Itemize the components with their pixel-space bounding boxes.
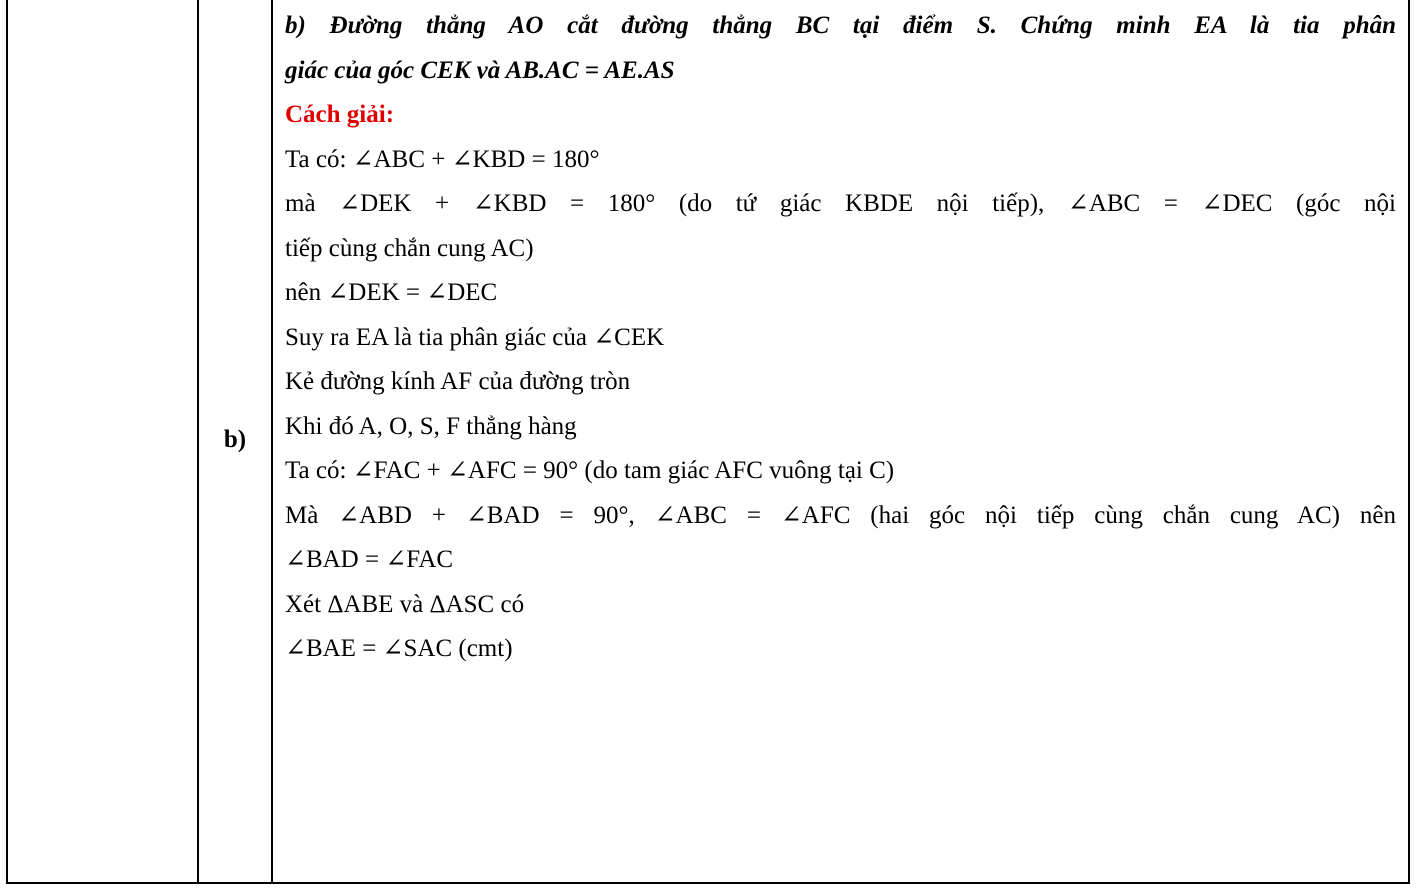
solution-table	[6, 0, 1410, 884]
empty-cell	[7, 0, 198, 883]
solution-step: Kẻ đường kính AF của đường tròn	[285, 368, 631, 395]
solution-step: ∠BAE = ∠SAC (cmt)	[285, 635, 513, 662]
solution-step: ∠BAD = ∠FAC	[285, 546, 454, 573]
solution-step: Ta có: ∠ABC + ∠KBD = 180°	[285, 145, 600, 173]
table-row	[7, 0, 1409, 883]
solution-step: Khi đó A, O, S, F thẳng hàng	[285, 412, 577, 440]
solution-step: tiếp cùng chắn cung AC)	[285, 234, 534, 262]
solution-step: Suy ra EA là tia phân giác của ∠CEK	[285, 323, 665, 351]
part-label: b)	[198, 0, 272, 883]
solution-step: nên ∠DEK = ∠DEC	[285, 279, 498, 306]
solution-step: Mà ∠ABD + ∠BAD = 90°, ∠ABC = ∠AFC (hai góc nội tiếp cùng chắn cung AC) nên	[285, 501, 1396, 529]
solution-content	[272, 0, 1409, 883]
solution-step: Ta có: ∠FAC + ∠AFC = 90° (do tam giác AFC vuông tại C)	[285, 457, 895, 484]
problem-line-1: b) Đường thẳng AO cắt đường thẳng BC tại điểm S. Chứng minh EA là tia phân	[285, 12, 1396, 39]
solution-step: mà ∠DEK + ∠KBD = 180° (do tứ giác KBDE nội tiếp), ∠ABC = ∠DEC (góc nội	[285, 190, 1396, 217]
solution-step: Xét ΔABE và ΔASC có	[285, 590, 525, 618]
solution-heading: Cách giải:	[285, 101, 395, 128]
problem-line-2: giác của góc CEK và AB.AC = AE.AS	[285, 56, 675, 84]
